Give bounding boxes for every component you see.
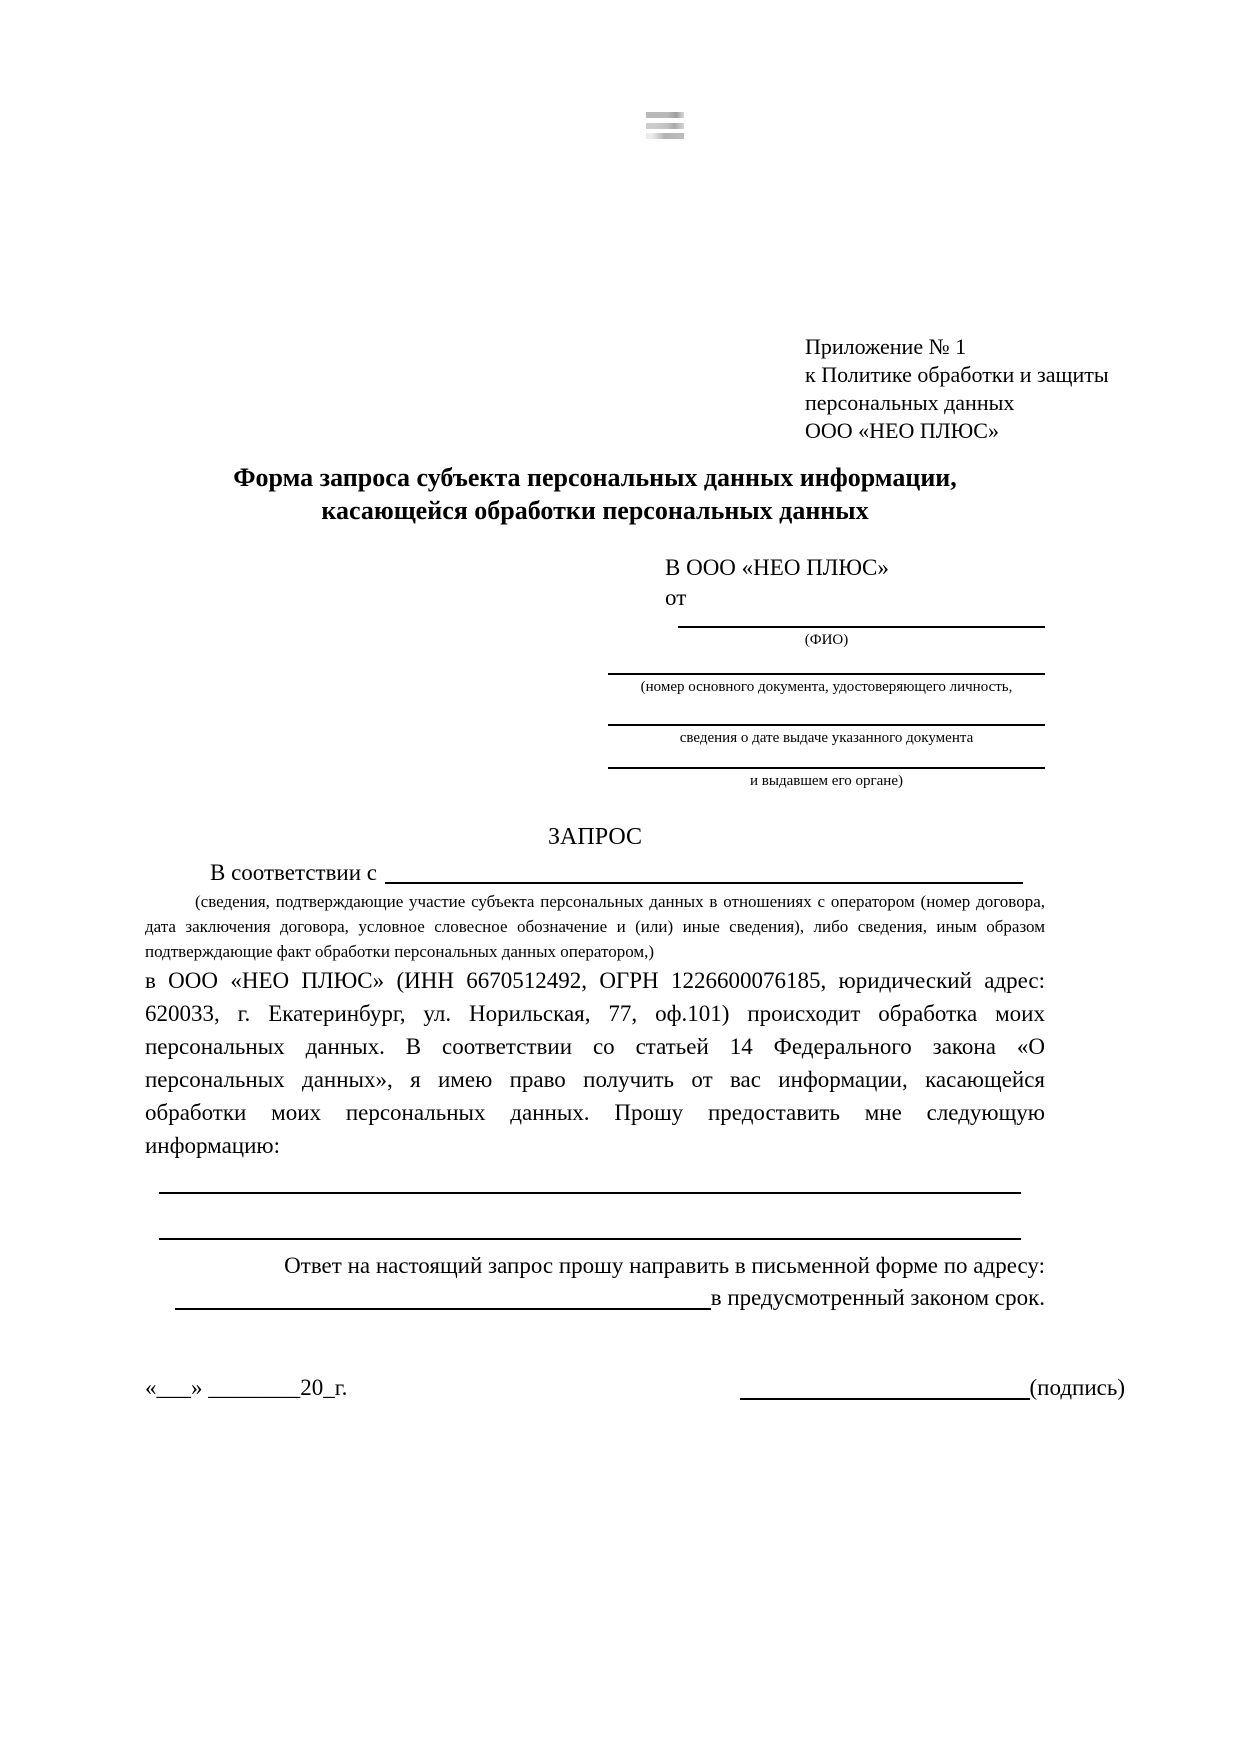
field-document-number-caption: (номер основного документа, удостоверяющего личность, (640, 679, 1013, 695)
accordance-prefix: В соответствии с (210, 860, 378, 885)
request-body-paragraph: в ООО «НЕО ПЛЮС» (ИНН 6670512492, ОГРН 1226600076185, юридический адрес: 620033, г. Екатеринбург, ул. Норильская, 77, оф.101) происходит обработка моих персональных данных. В соответствии со статьей 14 Федерального закона «О персональных данных», я имею право получить от вас информации, касающейся обработки моих персональных данных. Прошу предоставить мне следующую информацию: (145, 968, 1045, 1158)
field-issuing-authority-caption: и выдавшем его органе) (750, 773, 903, 789)
fine-print-note: (сведения, подтверждающие участие субъекта персональных данных в отношениях с оператором (номер договора, дата заключения договора, условное словесное обозначение и (или) иные сведения), либо сведения, иным образом подтверждающие факт обработки персональных данных оператором,) (145, 892, 1045, 961)
field-issue-date-caption: сведения о дате выдаче указанного документа (679, 730, 974, 746)
signature-caption: (подпись) (1029, 1375, 1125, 1400)
document-content (0, 333, 1242, 1404)
answer-request-line: Ответ на настоящий запрос прошу направить в письменной форме по адресу: (284, 1253, 1045, 1278)
document-title-line1: Форма запроса субъекта персональных данных информации, (233, 463, 957, 492)
signature-blank-line (740, 1398, 1030, 1400)
signature-area (740, 1372, 1125, 1404)
addressee-block (608, 553, 1045, 790)
appendix-line: персональных данных (805, 390, 1015, 415)
info-blank-line-2 (159, 1238, 1021, 1240)
date-blank-line: «___» ________20_г. (145, 1375, 348, 1400)
address-term-line (145, 1282, 1045, 1314)
logo-stripe (646, 133, 684, 139)
field-fio-caption: (ФИО) (804, 632, 849, 648)
field-fio (608, 626, 1045, 649)
appendix-line: Приложение № 1 (805, 334, 967, 359)
accordance-blank-line (385, 882, 1023, 884)
field-issue-date (608, 724, 1045, 747)
document-title (145, 461, 1045, 527)
addressee-from-label: от (665, 585, 687, 610)
addressee-to: В ООО «НЕО ПЛЮС» (665, 555, 889, 580)
logo-stripe (646, 112, 684, 118)
appendix-line: к Политике обработки и защиты (805, 362, 1109, 387)
date-signature-row (145, 1372, 1125, 1404)
appendix-line: ООО «НЕО ПЛЮС» (805, 418, 999, 443)
field-issuing-authority (608, 767, 1045, 790)
faded-image-placeholder-icon (646, 112, 684, 139)
accordance-line (145, 857, 1045, 889)
term-suffix-text: в предусмотренный законом срок. (710, 1285, 1045, 1310)
document-title-line2: касающейся обработки персональных данных (321, 496, 869, 525)
appendix-header-block (805, 333, 1135, 445)
info-blank-line-1 (159, 1192, 1021, 1194)
request-heading: ЗАПРОС (548, 824, 642, 850)
address-blank-line (175, 1308, 711, 1310)
field-document-number (608, 673, 1045, 696)
logo-stripe (646, 123, 684, 129)
